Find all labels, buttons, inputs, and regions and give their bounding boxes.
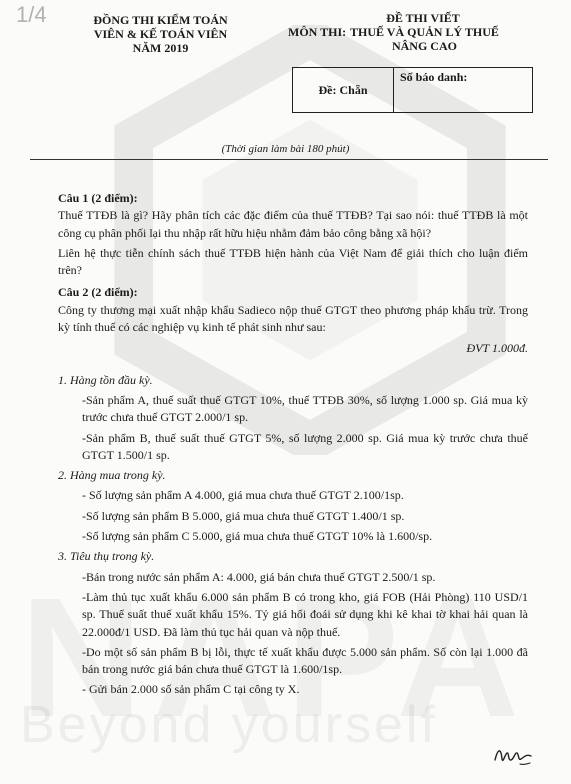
section-item: -Sản phẩm B, thuế suất thuế GTGT 5%, số lượng 2.000 sp. Giá mua kỳ trước chưa thuế GTGT 1.500/1 sp. xyxy=(82,430,528,462)
unit-note: ĐVT 1.000đ. xyxy=(466,341,528,356)
question-2-title: Câu 2 (2 điểm): xyxy=(58,285,138,300)
divider xyxy=(30,159,548,160)
question-1-paragraph: Liên hệ thực tiễn chính sách thuế TTĐB hiện hành của Việt Nam để giải thích cho luận điểm trên? xyxy=(58,245,528,278)
question-2-intro: Công ty thương mại xuất nhập khẩu Sadieco nộp thuế GTGT theo phương pháp khấu trừ. Trong kỳ tính thuế có các nghiệp vụ kinh tế phát sinh như sau: xyxy=(58,302,528,335)
subject-line: NÂNG CAO xyxy=(391,39,457,53)
watermark-slogan: Beyond yourself xyxy=(20,696,438,754)
section-item: - Gửi bán 2.000 số sản phẩm C tại công ty X. xyxy=(82,682,300,697)
candidate-number-label: Số báo danh: xyxy=(400,70,468,84)
header-left xyxy=(78,13,243,55)
exam-content xyxy=(58,190,528,699)
header-left-line: ĐỒNG THI KIỂM TOÁN xyxy=(93,13,228,27)
subject-label: MÔN THI: xyxy=(288,25,347,39)
question-1-title: Câu 1 (2 điểm): xyxy=(58,191,138,205)
page-number: 1/4 xyxy=(16,2,47,27)
section-item: - Số lượng sản phẩm A 4.000, giá mua chưa thuế GTGT 2.100/1sp. xyxy=(82,488,404,503)
subject-line: THUẾ VÀ QUẢN LÝ THUẾ xyxy=(350,25,499,39)
section-title: 3. Tiêu thụ trong kỳ. xyxy=(58,549,155,564)
header-left-line: VIÊN & KẾ TOÁN VIÊN xyxy=(93,27,228,41)
section-item: -Làm thủ tục xuất khẩu 6.000 sản phẩm B có trong kho, giá FOB (Hải Phòng) 110 USD/1 sp. Thuế suất thuế xuất khẩu 15%. Tỷ giá hối đoái sử dụng khi kê khai tờ khai hải quan là 22.000đ/1 USD. Đã làm thủ tục hải quan và nộp thuế. xyxy=(82,589,528,639)
exam-code: Đề: Chẵn xyxy=(293,68,394,112)
signature xyxy=(493,744,533,768)
section-item: -Sản phẩm A, thuế suất thuế GTGT 10%, thuế TTĐB 30%, số lượng 1.000 sp. Giá mua kỳ trước chưa thuế GTGT 2.000/1 sp. xyxy=(82,392,528,425)
section-item: -Bán trong nước sản phẩm A: 4.000, giá bán chưa thuế GTGT 2.500/1 sp. xyxy=(82,569,436,584)
section-item: -Số lượng sản phẩm B 5.000, giá mua chưa thuế GTGT 1.400/1 sp. xyxy=(82,508,405,523)
question-1-paragraph: Thuế TTĐB là gì? Hãy phân tích các đặc điểm của thuế TTĐB? Tại sao nói: thuế TTĐB là một công cụ phân phối lại thu nhập rất hữu hiệu nhằm đảm bảo công bằng xã hội? xyxy=(58,208,528,240)
section-item: -Do một số sản phẩm B bị lỗi, thực tế xuất khẩu được 5.000 sản phẩm. Số còn lại 1.000 đã bán trong nước giá bán chưa thuế GTGT là 1.600/1sp. xyxy=(82,644,528,677)
header-left-line: NĂM 2019 xyxy=(132,41,189,55)
section-title: 1. Hàng tồn đầu kỳ. xyxy=(58,372,153,387)
header-right xyxy=(288,11,558,53)
time-note: (Thời gian làm bài 180 phút) xyxy=(221,143,350,155)
section-item: -Số lượng sản phẩm C 5.000, giá mua chưa thuế GTGT 10% là 1.600/sp. xyxy=(82,529,433,544)
subject-name xyxy=(350,25,499,53)
exam-info-box xyxy=(292,67,533,113)
section-title: 2. Hàng mua trong kỳ. xyxy=(58,468,166,483)
exam-title: ĐỀ THI VIẾT xyxy=(386,11,460,25)
subject-row xyxy=(288,25,558,53)
